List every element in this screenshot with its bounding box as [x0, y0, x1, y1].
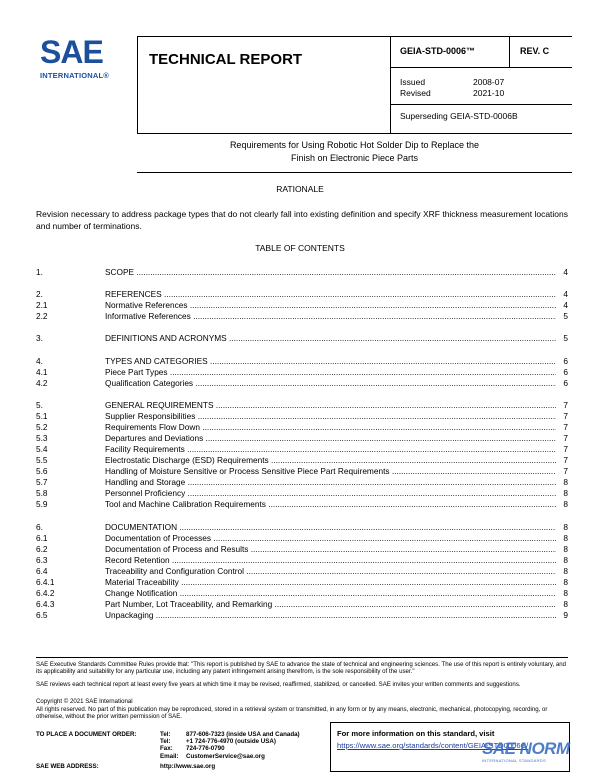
- toc-entry-number: 5.2: [36, 422, 48, 432]
- toc-entry-number: 6.1: [36, 533, 48, 543]
- toc-entry-title: Informative References .....: [105, 311, 556, 322]
- standard-number: GEIA-STD-0006™: [400, 46, 476, 56]
- toc-entry-number: 5.7: [36, 477, 48, 487]
- toc-entry-number: 6.2: [36, 544, 48, 554]
- sae-logo: [36, 36, 126, 86]
- toc-entry-title: Supplier Responsibilities .....: [105, 411, 556, 422]
- order-label: TO PLACE A DOCUMENT ORDER:: [36, 731, 137, 738]
- email-label: Email:: [160, 752, 179, 760]
- toc-entry-page: 4: [563, 300, 568, 310]
- toc-entry[interactable]: [36, 367, 568, 378]
- toc-entry[interactable]: [36, 466, 568, 477]
- toc-entry-page: 7: [563, 444, 568, 454]
- toc-entry-title: Normative References .....: [105, 300, 556, 311]
- toc-entry-number: 6.4.3: [36, 599, 55, 609]
- logo-subtitle: INTERNATIONAL®: [40, 71, 110, 80]
- toc-entry-page: 8: [563, 488, 568, 498]
- toc-entry-title: Unpackaging .....: [105, 610, 556, 621]
- toc-entry-page: 8: [563, 499, 568, 509]
- web-url[interactable]: http://www.sae.org: [160, 763, 216, 770]
- toc-entry-title: Handling of Moisture Sensitive or Process Sensitive Piece Part Requirements .....: [105, 466, 556, 477]
- toc-entry-page: 9: [563, 610, 568, 620]
- toc-entry[interactable]: [36, 488, 568, 499]
- toc-entry-page: 6: [563, 367, 568, 377]
- toc-entry-page: 7: [563, 411, 568, 421]
- toc-entry-number: 5.1: [36, 411, 48, 421]
- toc-entry[interactable]: [36, 400, 568, 411]
- footer-rules-note: SAE Executive Standards Committee Rules provide that: "This report is published by SAE to advance the state of technical and engineering sciences. The use of this report is entirely voluntary, and its applicability and suitability for any particular use, including any patent infringement arising therefrom, is the sole responsibility of the user.": [36, 661, 567, 676]
- logo-brand: SAE: [40, 34, 103, 70]
- toc-entry-title: DEFINITIONS AND ACRONYMS .....: [105, 333, 556, 344]
- toc-entry-title: Personnel Proficiency .....: [105, 488, 556, 499]
- issued-date: 2008-07: [473, 77, 505, 87]
- toc-entry[interactable]: [36, 522, 568, 533]
- toc-entry-number: 6.4: [36, 566, 48, 576]
- toc-entry-title: Part Number, Lot Traceability, and Remarking .....: [105, 599, 556, 610]
- toc-entry-title: Traceability and Configuration Control .....: [105, 566, 556, 577]
- toc-entry-page: 8: [563, 533, 568, 543]
- watermark-subtitle: INTERNATIONAL STANDARDS: [482, 758, 546, 763]
- toc-entry[interactable]: [36, 544, 568, 555]
- toc-entry-page: 7: [563, 422, 568, 432]
- subject-line-2: Finish on Electronic Piece Parts: [290, 153, 419, 163]
- toc-entry-number: 3.: [36, 333, 43, 343]
- toc-entry[interactable]: [36, 422, 568, 433]
- toc-entry-page: 8: [563, 544, 568, 554]
- subject-line-1: Requirements for Using Robotic Hot Solder Dip to Replace the: [229, 140, 480, 150]
- toc-entry-number: 2.1: [36, 300, 48, 310]
- toc-entry[interactable]: [36, 477, 568, 488]
- toc-entry-title: Electrostatic Discharge (ESD) Requirements .....: [105, 455, 556, 466]
- toc-entry-number: 5.8: [36, 488, 48, 498]
- toc-entry-page: 6: [563, 378, 568, 388]
- toc-entry-page: 8: [563, 599, 568, 609]
- toc-entry[interactable]: [36, 411, 568, 422]
- footer-review-note: SAE reviews each technical report at least every five years at which time it may be revised, reaffirmed, stabilized, or cancelled. SAE invites your written comments and suggestions.: [36, 681, 521, 688]
- revised-date: 2021-10: [473, 88, 505, 98]
- toc-entry-page: 8: [563, 588, 568, 598]
- toc-entry[interactable]: [36, 333, 568, 344]
- toc-entry-page: 8: [563, 577, 568, 587]
- tel-value: 877-606-7323 (inside USA and Canada): [186, 731, 300, 738]
- footer-rights: All rights reserved. No part of this publication may be reproduced, stored in a retrieval system or transmitted, in any form or by any means, electronic, mechanical, photocopying, recording, or otherwise, without the prior written permission of SAE.: [36, 706, 548, 721]
- toc-entry[interactable]: [36, 610, 568, 621]
- toc-entry-page: 5: [563, 311, 568, 321]
- toc-entry-number: 5.5: [36, 455, 48, 465]
- email-value[interactable]: CustomerService@sae.org: [186, 752, 265, 760]
- report-header: [137, 36, 572, 134]
- toc-entry-number: 4.: [36, 356, 43, 366]
- rationale-heading: RATIONALE: [276, 184, 324, 194]
- document-subject: [137, 133, 572, 173]
- toc-entry-title: REFERENCES .....: [105, 289, 556, 300]
- document-type: TECHNICAL REPORT: [149, 51, 303, 68]
- toc-entry-number: 6.: [36, 522, 43, 532]
- toc-entry-number: 2.: [36, 289, 43, 299]
- toc-entry-number: 6.4.2: [36, 588, 55, 598]
- toc-entry[interactable]: [36, 533, 568, 544]
- revision-label: REV. C: [520, 46, 550, 56]
- toc-entry[interactable]: [36, 289, 568, 300]
- toc-entry-number: 5.6: [36, 466, 48, 476]
- toc-entry-title: TYPES AND CATEGORIES .....: [105, 356, 556, 367]
- toc-entry-title: Documentation of Process and Results .....: [105, 544, 556, 555]
- toc-entry[interactable]: [36, 455, 568, 466]
- contact-details: [160, 731, 300, 760]
- tel-label: Tel:: [160, 731, 171, 738]
- footer-copyright: Copyright © 2021 SAE International: [36, 698, 133, 705]
- toc-entry[interactable]: [36, 566, 568, 577]
- toc-entry-title: Facility Requirements .....: [105, 444, 556, 455]
- toc-entry-page: 8: [563, 555, 568, 565]
- toc-entry-title: GENERAL REQUIREMENTS .....: [105, 400, 556, 411]
- toc-entry-page: 4: [563, 267, 568, 277]
- toc-entry-number: 1.: [36, 267, 43, 277]
- toc-entry[interactable]: [36, 378, 568, 389]
- toc-entry-page: 7: [563, 400, 568, 410]
- toc-entry-title: Departures and Deviations .....: [105, 433, 556, 444]
- toc-entry-number: 4.2: [36, 378, 48, 388]
- toc-entry-number: 6.5: [36, 610, 48, 620]
- toc-entry[interactable]: [36, 311, 568, 322]
- toc-entry-number: 6.3: [36, 555, 48, 565]
- toc-entry-title: DOCUMENTATION .....: [105, 522, 556, 533]
- toc-entry[interactable]: [36, 444, 568, 455]
- fax-label: Fax:: [160, 745, 173, 753]
- toc-entry-page: 7: [563, 466, 568, 476]
- toc-entry-title: Piece Part Types .....: [105, 367, 556, 378]
- toc-entry-page: 8: [563, 566, 568, 576]
- toc-entry-title: Handling and Storage .....: [105, 477, 556, 488]
- toc-entry-page: 5: [563, 333, 568, 343]
- web-label: SAE WEB ADDRESS:: [36, 763, 99, 770]
- toc-entry-page: 7: [563, 455, 568, 465]
- toc-entry-number: 5.3: [36, 433, 48, 443]
- standard-link[interactable]: https://www.sae.org/standards/content/GEIA-STD0006C/: [337, 741, 529, 750]
- toc-entry-number: 4.1: [36, 367, 48, 377]
- toc-entry-number: 5.9: [36, 499, 48, 509]
- toc-entry[interactable]: [36, 577, 568, 588]
- toc-entry[interactable]: [36, 555, 568, 566]
- toc-entry[interactable]: [36, 300, 568, 311]
- fax-value: 724-776-0790: [186, 745, 225, 753]
- toc-entry-title: Material Traceability .....: [105, 577, 556, 588]
- toc-heading: TABLE OF CONTENTS: [255, 243, 345, 253]
- more-info-heading: For more information on this standard, visit: [337, 729, 495, 738]
- tel2-value: +1 724-776-4970 (outside USA): [186, 738, 276, 746]
- revised-label: Revised: [400, 88, 431, 98]
- toc-entry[interactable]: [36, 433, 568, 444]
- toc-entry-title: Change Notification .....: [105, 588, 556, 599]
- toc-entry-number: 6.4.1: [36, 577, 55, 587]
- toc-entry-title: Documentation of Processes .....: [105, 533, 556, 544]
- footer-divider: [36, 657, 568, 658]
- toc-entry[interactable]: [36, 356, 568, 367]
- toc-entry-page: 8: [563, 522, 568, 532]
- toc-entry-title: Tool and Machine Calibration Requirements .....: [105, 499, 556, 510]
- toc-entry[interactable]: [36, 267, 568, 278]
- rationale-text: Revision necessary to address package types that do not clearly fall into existing definition and specify XRF thickness measurement locations and number of terminations.: [36, 209, 568, 231]
- toc-entry-page: 6: [563, 356, 568, 366]
- toc-entry-title: Qualification Categories .....: [105, 378, 556, 389]
- tel2-label: Tel:: [160, 738, 171, 746]
- toc-entry-title: SCOPE .....: [105, 267, 556, 278]
- toc-entry[interactable]: [36, 588, 568, 599]
- superseding-note: Superseding GEIA-STD-0006B: [400, 111, 518, 121]
- toc-entry-number: 2.2: [36, 311, 48, 321]
- toc-entry-page: 8: [563, 477, 568, 487]
- toc-entry-page: 4: [563, 289, 568, 299]
- toc-entry[interactable]: [36, 499, 568, 510]
- toc-entry-number: 5.4: [36, 444, 48, 454]
- toc-entry[interactable]: [36, 599, 568, 610]
- toc-entry-number: 5.: [36, 400, 43, 410]
- toc-entry-title: Requirements Flow Down .....: [105, 422, 556, 433]
- watermark-logo: SAE NORM: [482, 739, 570, 758]
- toc-entry-page: 7: [563, 433, 568, 443]
- issued-label: Issued: [400, 77, 426, 87]
- toc-entry-title: Record Retention .....: [105, 555, 556, 566]
